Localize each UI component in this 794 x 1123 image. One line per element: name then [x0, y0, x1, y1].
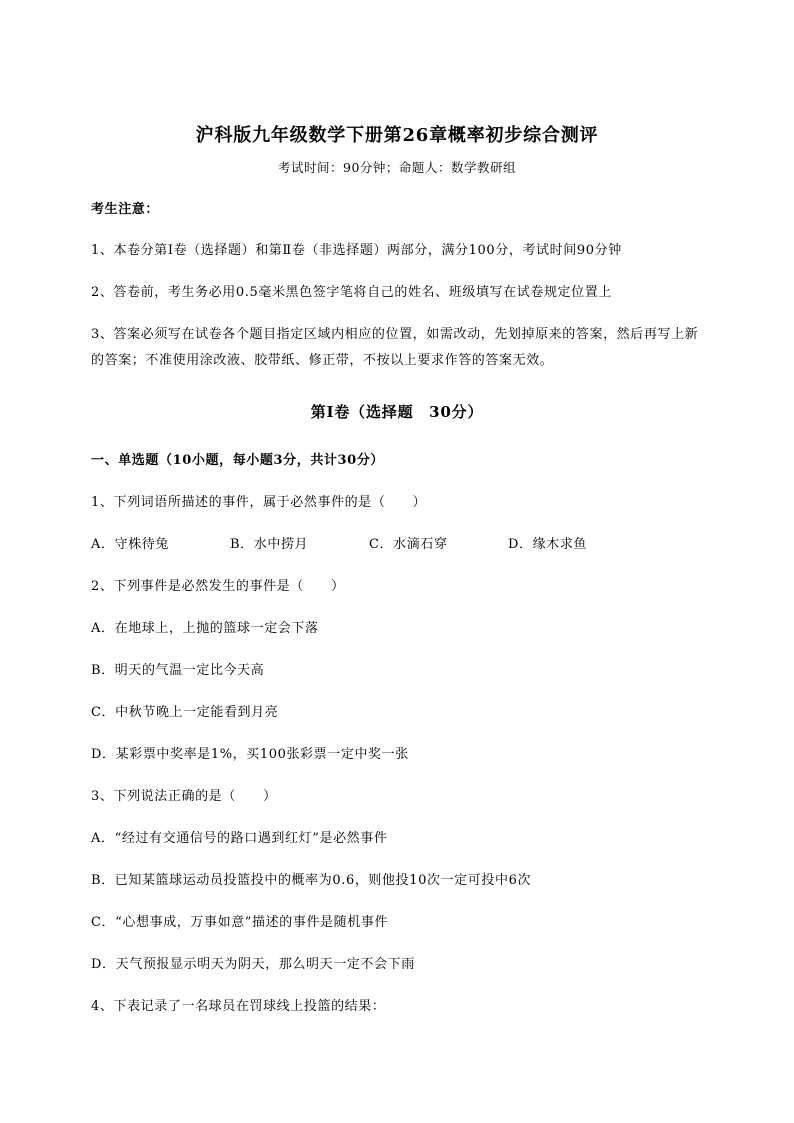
options-row [91, 536, 711, 554]
option-d: D．缘木求鱼 [508, 537, 588, 552]
notes-heading: 考生注意： [91, 202, 160, 217]
note-item-continued: 的答案；不准使用涂改液、胶带纸、修正带，不按以上要求作答的答案无效。 [91, 353, 554, 368]
note-item: 2、答卷前，考生务必用0.5毫米黑色签字笔将自己的姓名、班级填写在试卷规定位置上 [91, 285, 612, 300]
question-stem: 4、下表记录了一名球员在罚球线上投篮的结果： [91, 999, 386, 1014]
option-a: A．在地球上，上抛的篮球一定会下落 [91, 621, 319, 636]
option-c: C．中秋节晚上一定能看到月亮 [91, 705, 279, 720]
option-b: B．明天的气温一定比今天高 [91, 663, 265, 678]
option-d: D．天气预报显示明天为阴天，那么明天一定不会下雨 [91, 957, 415, 972]
option-a: A．守株待兔 [91, 537, 169, 552]
question-stem: 3、下列说法正确的是（ ） [91, 789, 277, 804]
exam-subtitle: 考试时间：90分钟；命题人：数学教研组 [278, 160, 516, 175]
question-stem: 1、下列词语所描述的事件，属于必然事件的是（ ） [91, 495, 427, 510]
part-heading: 一、单选题（10小题，每小题3分，共计30分） [91, 453, 385, 468]
note-item: 1、本卷分第I卷（选择题）和第Ⅱ卷（非选择题）两部分，满分100分，考试时间90分钟 [91, 243, 622, 258]
option-a: A．“经过有交通信号的路口遇到红灯”是必然事件 [91, 831, 388, 846]
exam-title: 沪科版九年级数学下册第26章概率初步综合测评 [195, 125, 599, 146]
option-b: B．已知某篮球运动员投篮投中的概率为0.6，则他投10次一定可投中6次 [91, 873, 532, 888]
section-title: 第I卷（选择题 30分） [310, 403, 484, 421]
option-c: C．水滴石穿 [369, 537, 448, 552]
option-d: D．某彩票中奖率是1%，买100张彩票一定中奖一张 [91, 747, 409, 762]
option-b: B．水中捞月 [230, 537, 309, 552]
question-stem: 2、下列事件是必然发生的事件是（ ） [91, 579, 345, 594]
option-c: C．“心想事成，万事如意”描述的事件是随机事件 [91, 915, 389, 930]
note-item: 3、答案必须写在试卷各个题目指定区域内相应的位置，如需改动，先划掉原来的答案，然后再写上新 [91, 327, 699, 342]
